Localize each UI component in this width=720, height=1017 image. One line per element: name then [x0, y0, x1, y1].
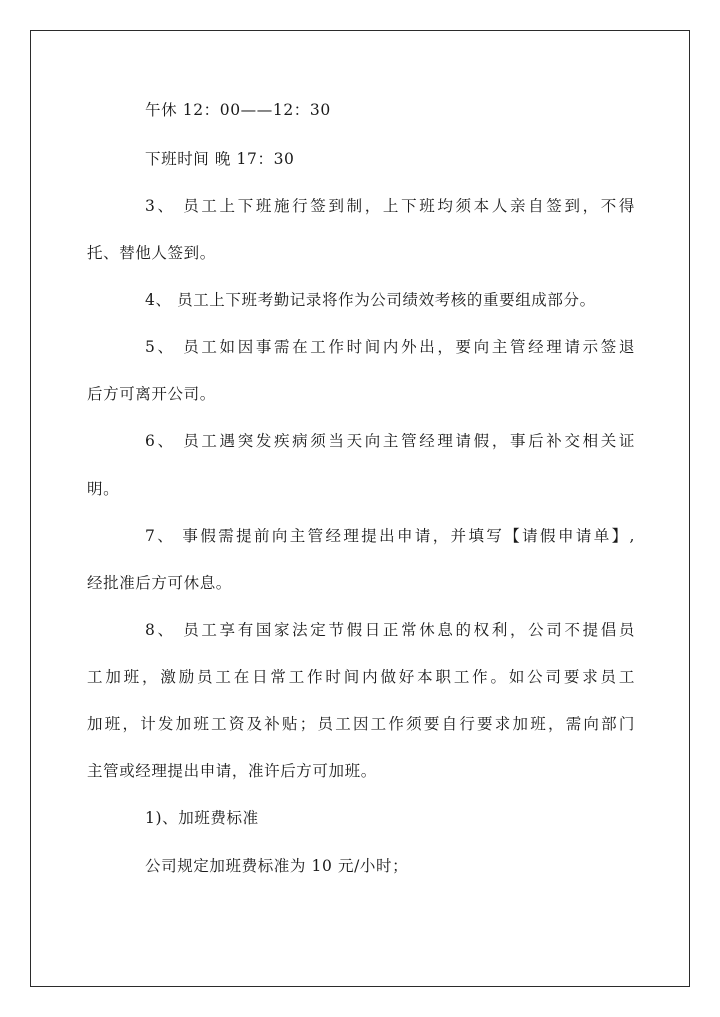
- text-line-item-3: 3、 员工上下班施行签到制，上下班均须本人亲自签到，不得: [145, 197, 635, 215]
- text-line-overtime-heading: 1)、加班费标准: [145, 809, 259, 827]
- text-line-item-8-cont-1: 工加班，激励员工在日常工作时间内做好本职工作。如公司要求员工: [87, 668, 635, 686]
- text-line-item-7-cont: 经批准后方可休息。: [87, 574, 232, 592]
- text-line-item-5-cont: 后方可离开公司。: [87, 385, 216, 403]
- text-line-item-3-cont: 托、替他人签到。: [87, 244, 216, 262]
- text-line-off-work-time: 下班时间 晚 17：30: [145, 150, 295, 168]
- text-line-item-8-cont-3: 主管或经理提出申请，准许后方可加班。: [87, 762, 377, 780]
- text-line-item-8: 8、 员工享有国家法定节假日正常休息的权利，公司不提倡员: [145, 621, 635, 639]
- text-line-item-6-cont: 明。: [87, 480, 120, 498]
- text-line-item-8-cont-2: 加班，计发加班工资及补贴；员工因工作须要自行要求加班，需向部门: [87, 715, 635, 733]
- text-line-item-5: 5、 员工如因事需在工作时间内外出，要向主管经理请示签退: [145, 338, 635, 356]
- text-line-item-4: 4、 员工上下班考勤记录将作为公司绩效考核的重要组成部分。: [145, 291, 596, 309]
- page-border: [30, 30, 690, 987]
- text-line-item-7: 7、 事假需提前向主管经理提出申请，并填写【请假申请单】,: [145, 527, 635, 545]
- text-line-lunch-break: 午休 12：00——12：30: [145, 101, 331, 119]
- text-line-item-6: 6、 员工遇突发疾病须当天向主管经理请假，事后补交相关证: [145, 432, 635, 450]
- text-line-overtime-rate: 公司规定加班费标准为 10 元/小时；: [145, 857, 409, 875]
